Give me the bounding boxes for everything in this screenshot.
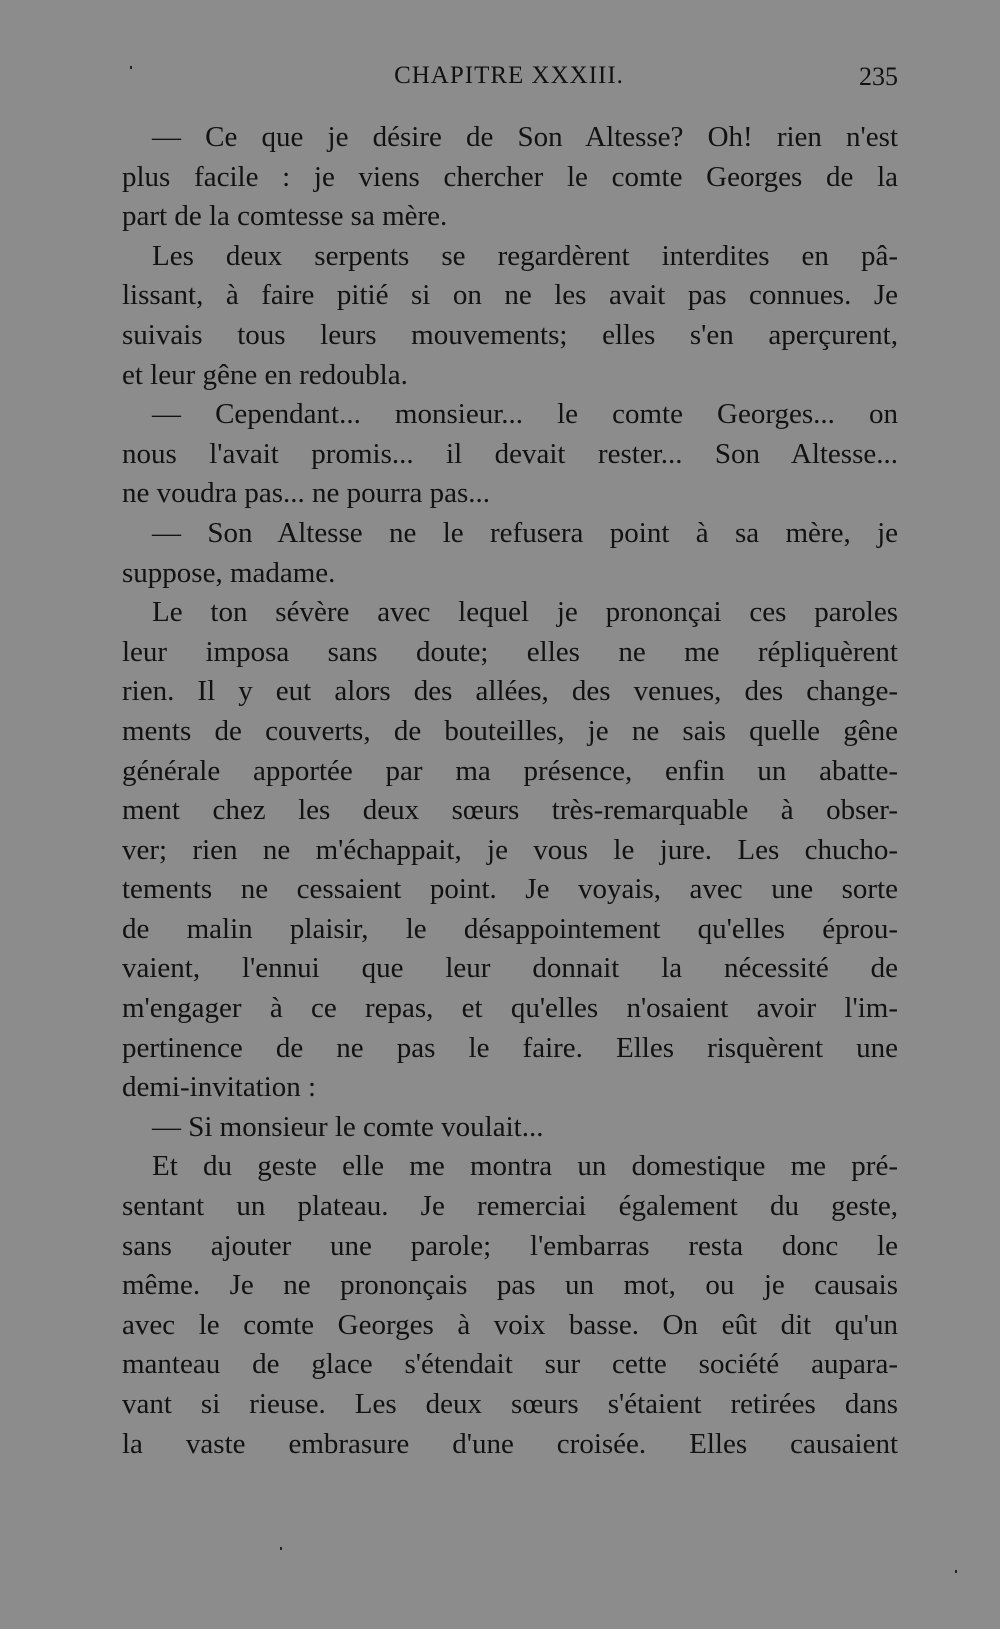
- text-line: sans ajouter une parole; l'embarras resta donc le: [122, 1229, 898, 1262]
- text-line: suivais tous leurs mouvements; elles s'en aperçurent,: [122, 318, 898, 351]
- page-number: 235: [859, 62, 898, 91]
- text-line: Et du geste elle me montra un domestique me pré-: [152, 1150, 898, 1183]
- text-line: demi-invitation :: [122, 1071, 317, 1104]
- text-line: la vaste embrasure d'une croisée. Elles causaient: [122, 1427, 898, 1460]
- text-line: m'engager à ce repas, et qu'elles n'osaient avoir l'im-: [122, 992, 898, 1025]
- text-line: ments de couverts, de bouteilles, je ne sais quelle gêne: [122, 714, 898, 747]
- text-line: ment chez les deux sœurs très-remarquable à obser-: [122, 794, 898, 827]
- text-line: vant si rieuse. Les deux sœurs s'étaient retirées dans: [122, 1388, 898, 1420]
- text-line: — Ce que je désire de Son Altesse? Oh! rien n'est: [152, 121, 898, 153]
- text-line: même. Je ne prononçais pas un mot, ou je causais: [122, 1269, 898, 1302]
- text-line: — Cependant... monsieur... le comte Georges... on: [152, 398, 898, 431]
- page-header: [120, 62, 898, 102]
- text-line: plus facile : je viens chercher le comte Georges de la: [122, 160, 898, 193]
- text-line: et leur gêne en redoubla.: [122, 358, 408, 391]
- text-line: leur imposa sans doute; elles ne me répliquèrent: [122, 635, 898, 668]
- print-speck: [130, 66, 132, 69]
- text-line: ne voudra pas... ne pourra pas...: [122, 477, 491, 510]
- text-line: lissant, à faire pitié si on ne les avait pas connues. Je: [122, 279, 898, 312]
- text-line: sentant un plateau. Je remerciai également du geste,: [122, 1190, 898, 1223]
- text-line: tements ne cessaient point. Je voyais, avec une sorte: [122, 873, 898, 906]
- print-speck: [955, 1570, 957, 1573]
- text-line: de malin plaisir, le désappointement qu'elles éprou-: [122, 912, 898, 945]
- text-line: avec le comte Georges à voix basse. On eût dit qu'un: [122, 1308, 898, 1341]
- text-line: — Son Altesse ne le refusera point à sa mère, je: [152, 516, 898, 549]
- text-line: ver; rien ne m'échappait, je vous le jure. Les chucho-: [122, 833, 898, 866]
- text-line: rien. Il y eut alors des allées, des venues, des change-: [122, 675, 898, 708]
- running-title: CHAPITRE XXXIII.: [394, 62, 624, 89]
- text-line: part de la comtesse sa mère.: [122, 200, 448, 233]
- text-line: suppose, madame.: [122, 556, 336, 589]
- text-line: Le ton sévère avec lequel je prononçai ces paroles: [152, 596, 898, 629]
- body-text: [122, 118, 898, 1464]
- text-line: pertinence de ne pas le faire. Elles risquèrent une: [122, 1031, 898, 1064]
- text-line: manteau de glace s'étendait sur cette société aupara-: [122, 1348, 898, 1381]
- text-line: — Si monsieur le comte voulait...: [152, 1110, 544, 1143]
- print-speck: [280, 1547, 282, 1550]
- text-line: Les deux serpents se regardèrent interdites en pâ-: [152, 239, 898, 272]
- text-line: générale apportée par ma présence, enfin un abatte-: [122, 754, 898, 787]
- text-line: vaient, l'ennui que leur donnait la nécessité de: [122, 952, 898, 985]
- text-line: nous l'avait promis... il devait rester... Son Altesse...: [122, 437, 898, 470]
